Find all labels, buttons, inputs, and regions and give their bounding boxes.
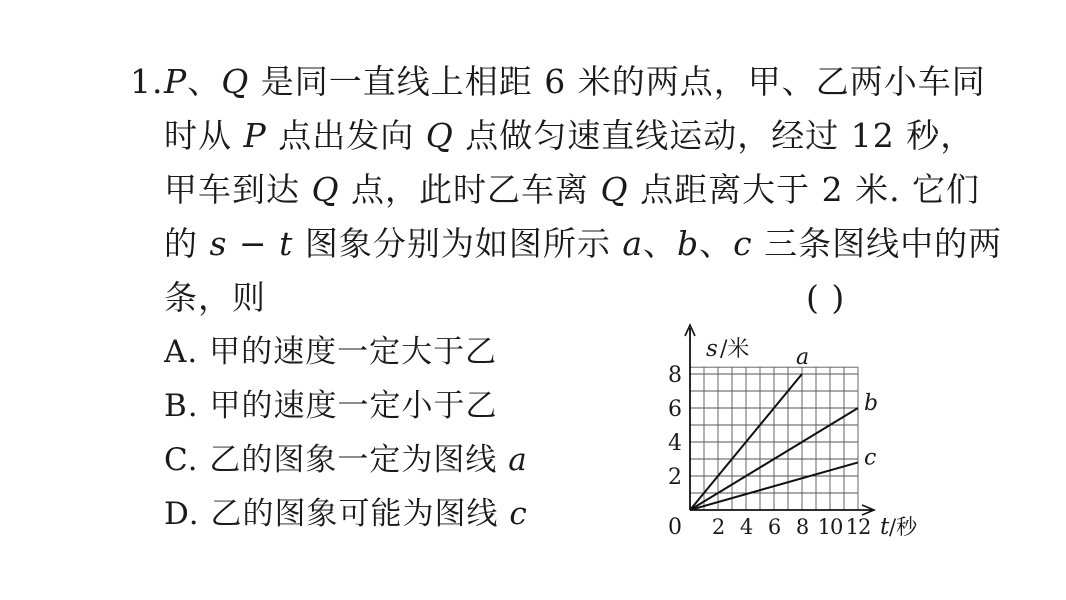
y-tick-label: 4 [668,431,682,456]
y-tick-label: 6 [668,397,682,422]
math-variable: Q [425,116,454,155]
option-letter: B. [164,388,210,424]
question-segment: 点出发向 [266,116,426,155]
question-line [164,170,980,210]
math-variable: b [677,224,700,263]
question-line [164,278,266,318]
math-variable: Q [311,170,340,209]
question-segment: 时从 [164,116,244,155]
question-segment: 条，则 [164,278,266,317]
origin-label: 0 [668,515,682,540]
math-variable: Q [600,170,629,209]
question-line [164,116,974,156]
option-text: 乙的图象可能为图线 [210,496,510,532]
option-variable: a [508,442,528,478]
option-b[interactable] [164,386,498,426]
math-variable: c [733,224,753,263]
option-letter: A. [164,334,210,370]
math-variable: a [622,224,644,263]
question-number: 1. [130,62,164,101]
option-letter: D. [164,496,211,532]
x-tick-label: 12 [845,515,871,539]
option-letter: C. [164,442,210,478]
math-variable: P [164,62,188,101]
question-line [164,224,1002,264]
math-variable: P [243,116,267,155]
x-tick-label: 6 [767,515,781,539]
option-text: 甲的速度一定大于乙 [209,334,498,370]
x-axis-variable: t [880,514,890,540]
x-tick-label: 4 [739,515,753,539]
y-tick-label: 2 [668,465,682,490]
y-tick-label: 8 [668,363,682,388]
x-tick-label: 10 [817,515,843,539]
x-tick-label: 2 [711,515,725,539]
answer-blank: ( ) [806,278,846,317]
option-d[interactable] [164,494,528,534]
question-line [164,62,986,102]
option-a[interactable] [164,332,497,372]
option-text: 甲的速度一定小于乙 [209,388,498,424]
series-label-b: b [864,391,879,416]
series-label-a: a [796,345,810,370]
x-tick-label: 8 [795,515,809,539]
option-c[interactable] [164,440,528,480]
s-t-graph [660,320,950,545]
question-segment: 点做匀速直线运动，经过 12 秒， [453,116,975,155]
question-segment: 甲车到达 [164,170,312,209]
series-label-c: c [864,445,877,471]
x-axis-unit: /秒 [889,515,918,539]
question-segment: 的 [164,224,210,263]
math-variable: Q [221,62,250,101]
question-segment: 图象分别为如图所示 [293,224,623,263]
question-segment: 点距离大于 2 米. 它们 [628,170,981,209]
question-segment: 、 [187,62,222,101]
question-segment: 、 [643,224,678,263]
question-segment: 三条图线中的两 [752,224,1003,263]
question-segment: 是同一直线上相距 6 米的两点，甲、乙两小车同 [249,62,986,101]
question-segment: − [227,224,280,263]
question-segment: 点，此时乙车离 [339,170,601,209]
math-variable: t [279,224,294,263]
option-variable: c [509,496,528,532]
question-segment: 、 [699,224,734,263]
y-axis-variable: s [706,336,718,362]
option-text: 乙的图象一定为图线 [209,442,509,478]
math-variable: s [209,224,228,263]
y-axis-unit: /米 [720,337,750,362]
